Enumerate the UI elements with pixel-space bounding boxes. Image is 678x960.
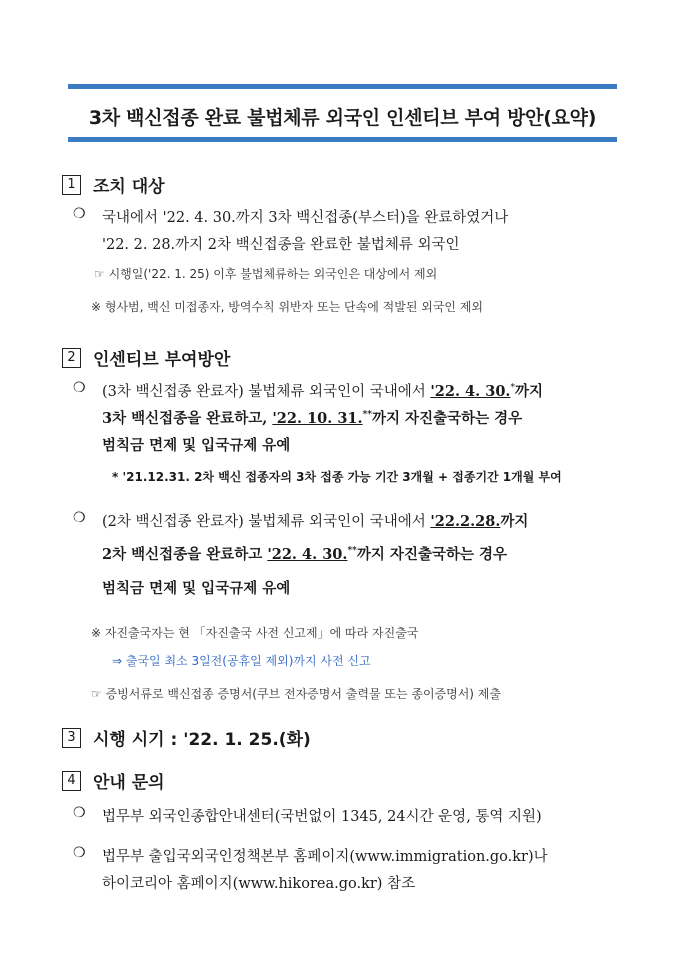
footnote-mark: * <box>510 383 515 394</box>
s2-note-3: ☞ 증빙서류로 백신접종 증명서(쿠브 전자증명서 출력물 또는 종이증명서) 제출 <box>91 687 501 701</box>
circle-bullet-icon: ❍ <box>73 510 86 526</box>
s4-line-1: 법무부 외국인종합안내센터(국번없이 1345, 24시간 운영, 통역 지원) <box>102 809 542 825</box>
text: 까지 자진출국하는 경우 <box>356 546 508 563</box>
section-number: 2 <box>62 348 81 368</box>
text: 2차 백신접종을 완료하고 <box>102 546 268 563</box>
s2a-line-2 <box>102 407 522 428</box>
date-highlight: '22.2.28. <box>430 513 501 530</box>
s2-note-2: ⇒ 출국일 최소 3일전(공휴일 제외)까지 사전 신고 <box>112 654 371 668</box>
s2a-line-1 <box>102 380 543 401</box>
s2a-line-3: 범칙금 면제 및 입국규제 유예 <box>102 437 291 454</box>
s1-line-2: '22. 2. 28.까지 2차 백신접종을 완료한 불법체류 외국인 <box>102 237 460 253</box>
date-highlight: '22. 4. 30. <box>267 546 348 563</box>
section-1-heading <box>62 172 165 197</box>
section-title: 시행 시기 : '22. 1. 25.(화) <box>93 730 311 750</box>
section-title: 안내 문의 <box>93 773 165 793</box>
text: 까지 자진출국하는 경우 <box>372 410 523 427</box>
section-title: 인센티브 부여방안 <box>93 350 231 370</box>
section-number: 4 <box>62 771 81 791</box>
section-number: 1 <box>62 175 81 195</box>
text: 까지 <box>500 513 529 530</box>
circle-bullet-icon: ❍ <box>73 380 86 396</box>
s2-note-1: ※ 자진출국자는 현 「자진출국 사전 신고제」에 따라 자진출국 <box>91 626 419 640</box>
s1-note-2: ※ 형사범, 백신 미접종자, 방역수칙 위반자 또는 단속에 적발된 외국인 제외 <box>91 300 483 314</box>
date-highlight: '22. 10. 31. <box>272 410 363 427</box>
text: 까지 <box>514 383 543 400</box>
section-2-heading <box>62 345 230 370</box>
s1-note-1: ☞ 시행일('22. 1. 25) 이후 불법체류하는 외국인은 대상에서 제외 <box>94 267 438 281</box>
title-box <box>68 84 617 142</box>
section-3-heading <box>62 725 311 750</box>
footnote-mark: ** <box>347 546 357 557</box>
text: (3차 백신접종 완료자) 불법체류 외국인이 국내에서 <box>102 384 431 400</box>
s2a-footnote: * '21.12.31. 2차 백신 접종자의 3차 접종 가능 기간 3개월 + 접종기간 1개월 부여 <box>112 470 562 484</box>
page-title: 3차 백신접종 완료 불법체류 외국인 인센티브 부여 방안(요약) <box>88 107 597 129</box>
circle-bullet-icon: ❍ <box>73 805 86 821</box>
s2b-line-3: 범칙금 면제 및 입국규제 유예 <box>102 580 291 597</box>
footnote-mark: ** <box>362 410 372 421</box>
text: (2차 백신접종 완료자) 불법체류 외국인이 국내에서 <box>102 514 431 530</box>
s4-line-2: 법무부 출입국외국인정책본부 홈페이지(www.immigration.go.kr)나 <box>102 849 548 865</box>
s1-line-1: 국내에서 '22. 4. 30.까지 3차 백신접종(부스터)을 완료하였거나 <box>102 210 509 226</box>
s4-line-3: 하이코리아 홈페이지(www.hikorea.go.kr) 참조 <box>102 876 416 892</box>
section-title: 조치 대상 <box>93 177 165 197</box>
circle-bullet-icon: ❍ <box>73 845 86 861</box>
s2b-line-1 <box>102 510 528 531</box>
date-highlight: '22. 4. 30. <box>430 383 511 400</box>
text: 3차 백신접종을 완료하고, <box>102 410 273 427</box>
section-number: 3 <box>62 728 81 748</box>
section-4-heading <box>62 768 165 793</box>
s2b-line-2 <box>102 543 507 564</box>
circle-bullet-icon: ❍ <box>73 206 86 222</box>
